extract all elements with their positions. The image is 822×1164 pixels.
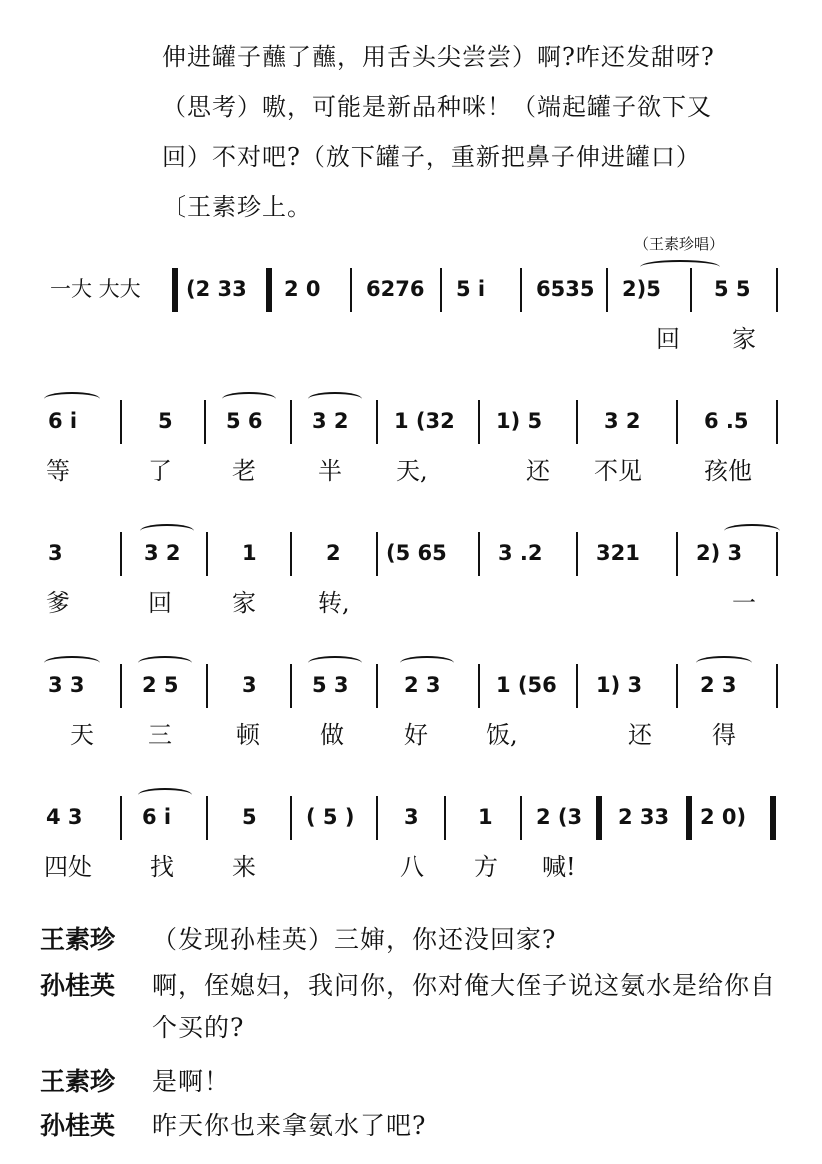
barline <box>290 796 292 840</box>
note-group: 321 <box>596 541 640 565</box>
lyric: 天, <box>396 457 428 485</box>
notes-row <box>0 392 822 452</box>
note-group: 5 <box>158 409 173 433</box>
lyrics-row <box>0 846 822 886</box>
note-group: 3 2 <box>144 541 181 565</box>
lyric: 回 <box>148 589 172 617</box>
lyric: 等 <box>46 457 70 485</box>
barline <box>376 532 378 576</box>
slur <box>44 392 100 406</box>
barline <box>376 796 378 840</box>
barline <box>204 400 206 444</box>
barline <box>376 664 378 708</box>
barline <box>676 664 678 708</box>
lyric: 孩他 <box>704 457 752 485</box>
barline <box>290 664 292 708</box>
barline <box>206 796 208 840</box>
lyric: 四处 <box>44 853 92 881</box>
lyric: 转, <box>318 589 350 617</box>
barline <box>606 268 608 312</box>
repeat-barline <box>686 796 692 840</box>
barline <box>350 268 352 312</box>
note-group: 1 <box>478 805 493 829</box>
dialogue-text: 是啊！ <box>152 1067 231 1096</box>
music-system-3 <box>0 524 822 634</box>
lyrics-row <box>0 714 822 754</box>
dialogue-role: 孙桂英 <box>40 1111 116 1140</box>
dialogue-role: 王素珍 <box>40 925 116 954</box>
barline <box>478 400 480 444</box>
note-group: 5 i <box>456 277 486 301</box>
note-group: 6 i <box>48 409 78 433</box>
lyric: 还 <box>628 721 652 749</box>
slur <box>222 392 276 406</box>
dialogue-role: 王素珍 <box>40 1067 116 1096</box>
note-group: 5 3 <box>312 673 349 697</box>
barline <box>776 400 778 444</box>
barline <box>776 664 778 708</box>
barline <box>776 268 778 312</box>
notes-row <box>0 788 822 848</box>
dialogue-role: 孙桂英 <box>40 971 116 1000</box>
note-group: 2 3 <box>700 673 737 697</box>
slur <box>724 524 780 538</box>
barline <box>520 796 522 840</box>
music-system-4 <box>0 656 822 766</box>
slur <box>640 260 720 274</box>
music-system-2 <box>0 392 822 502</box>
lyrics-row <box>0 582 822 622</box>
barline <box>120 400 122 444</box>
lyric: 做 <box>320 721 344 749</box>
barline <box>290 400 292 444</box>
lyric: 老 <box>232 457 256 485</box>
music-system-1 <box>0 260 822 370</box>
lyrics-row <box>0 450 822 490</box>
note-group: 1) 5 <box>496 409 543 433</box>
note-group: 3 3 <box>48 673 85 697</box>
barline <box>376 400 378 444</box>
note-group: 3 <box>48 541 63 565</box>
repeat-barline <box>266 268 272 312</box>
lyric: 不见 <box>594 457 642 485</box>
slur <box>308 656 362 670</box>
note-group: 2 0) <box>700 805 747 829</box>
repeat-barline <box>596 796 602 840</box>
lyric: 好 <box>404 721 428 749</box>
note-group: 2) 3 <box>696 541 743 565</box>
lyric: 半 <box>318 457 342 485</box>
note-group: 2 3 <box>404 673 441 697</box>
note-group: 6 i <box>142 805 172 829</box>
barline <box>206 664 208 708</box>
note-group: 2 (3 <box>536 805 583 829</box>
note-group: 1 <box>242 541 257 565</box>
lyric: 回 <box>656 325 680 353</box>
note-group: 6276 <box>366 277 425 301</box>
lyric: 得 <box>712 721 736 749</box>
note-group: 6535 <box>536 277 595 301</box>
lyric: 了 <box>148 457 172 485</box>
lyric: 一 <box>732 589 756 617</box>
notes-row <box>0 260 822 320</box>
slur <box>696 656 752 670</box>
barline <box>444 796 446 840</box>
lyric: 方 <box>474 853 498 881</box>
barline <box>206 532 208 576</box>
barline <box>520 268 522 312</box>
slur <box>400 656 454 670</box>
note-group: 1) 3 <box>596 673 643 697</box>
lyric: 爹 <box>46 589 70 617</box>
stage-direction-line: 伸进罐子蘸了蘸，用舌头尖尝尝）啊?咋还发甜呀? <box>162 43 715 71</box>
barline <box>576 400 578 444</box>
note-group: 2 33 <box>618 805 670 829</box>
notes-row <box>0 656 822 716</box>
note-group: 3 2 <box>604 409 641 433</box>
note-group: (5 65 <box>386 541 447 565</box>
slur <box>138 788 192 802</box>
repeat-barline <box>172 268 178 312</box>
dialogue-text: 昨天你也来拿氨水了吧? <box>152 1111 427 1140</box>
slur <box>140 524 194 538</box>
note-group: 2 0 <box>284 277 321 301</box>
barline <box>120 664 122 708</box>
music-system-5 <box>0 788 822 898</box>
barline <box>576 664 578 708</box>
lyric: 家 <box>732 325 756 353</box>
lyric: 找 <box>150 853 174 881</box>
lyric: 顿 <box>236 721 260 749</box>
barline <box>120 796 122 840</box>
note-group: 3 <box>242 673 257 697</box>
stage-direction-line: （思考）嗷，可能是新品种咪！（端起罐子欲下又 <box>162 93 712 121</box>
slur <box>44 656 100 670</box>
singer-label: （王素珍唱） <box>634 235 725 253</box>
barline <box>120 532 122 576</box>
note-group: 2 5 <box>142 673 179 697</box>
lyric: 饭, <box>486 721 518 749</box>
note-group: 3 <box>404 805 419 829</box>
stage-direction-line: 〔王素珍上。 <box>162 193 312 221</box>
lyrics-row <box>0 318 822 358</box>
note-group: 2)5 <box>622 277 661 301</box>
lyric: 喊! <box>542 853 576 881</box>
lyric: 来 <box>232 853 256 881</box>
notes-row <box>0 524 822 584</box>
lyric: 三 <box>148 721 172 749</box>
barline <box>478 532 480 576</box>
barline <box>290 532 292 576</box>
note-group: 5 <box>242 805 257 829</box>
barline <box>478 664 480 708</box>
note-group: 1 (56 <box>496 673 557 697</box>
barline <box>576 532 578 576</box>
lyric: 天 <box>70 721 94 749</box>
slur <box>308 392 362 406</box>
final-barline <box>770 796 776 840</box>
note-group: 3 .2 <box>498 541 543 565</box>
barline <box>440 268 442 312</box>
barline <box>676 400 678 444</box>
lyric: 家 <box>232 589 256 617</box>
percussion-note: 一大 大大 <box>50 277 141 301</box>
note-group: 1 (32 <box>394 409 455 433</box>
note-group: 6 .5 <box>704 409 749 433</box>
barline <box>676 532 678 576</box>
note-group: 4 3 <box>46 805 83 829</box>
stage-direction-line: 回）不对吧?（放下罐子，重新把鼻子伸进罐口） <box>162 143 701 171</box>
lyric: 八 <box>400 853 424 881</box>
dialogue-text: 啊，侄媳妇，我问你，你对俺大侄子说这氨水是给你自个买的? <box>152 971 777 1042</box>
note-group: 3 2 <box>312 409 349 433</box>
barline <box>776 532 778 576</box>
dialogue-text: （发现孙桂英）三婶，你还没回家? <box>152 925 557 954</box>
note-group: 5 6 <box>226 409 263 433</box>
note-group: 2 <box>326 541 341 565</box>
note-group: ( 5 ) <box>306 805 355 829</box>
slur <box>138 656 192 670</box>
barline <box>690 268 692 312</box>
lyric: 还 <box>526 457 550 485</box>
note-group: 5 5 <box>714 277 751 301</box>
note-group: (2 33 <box>186 277 247 301</box>
